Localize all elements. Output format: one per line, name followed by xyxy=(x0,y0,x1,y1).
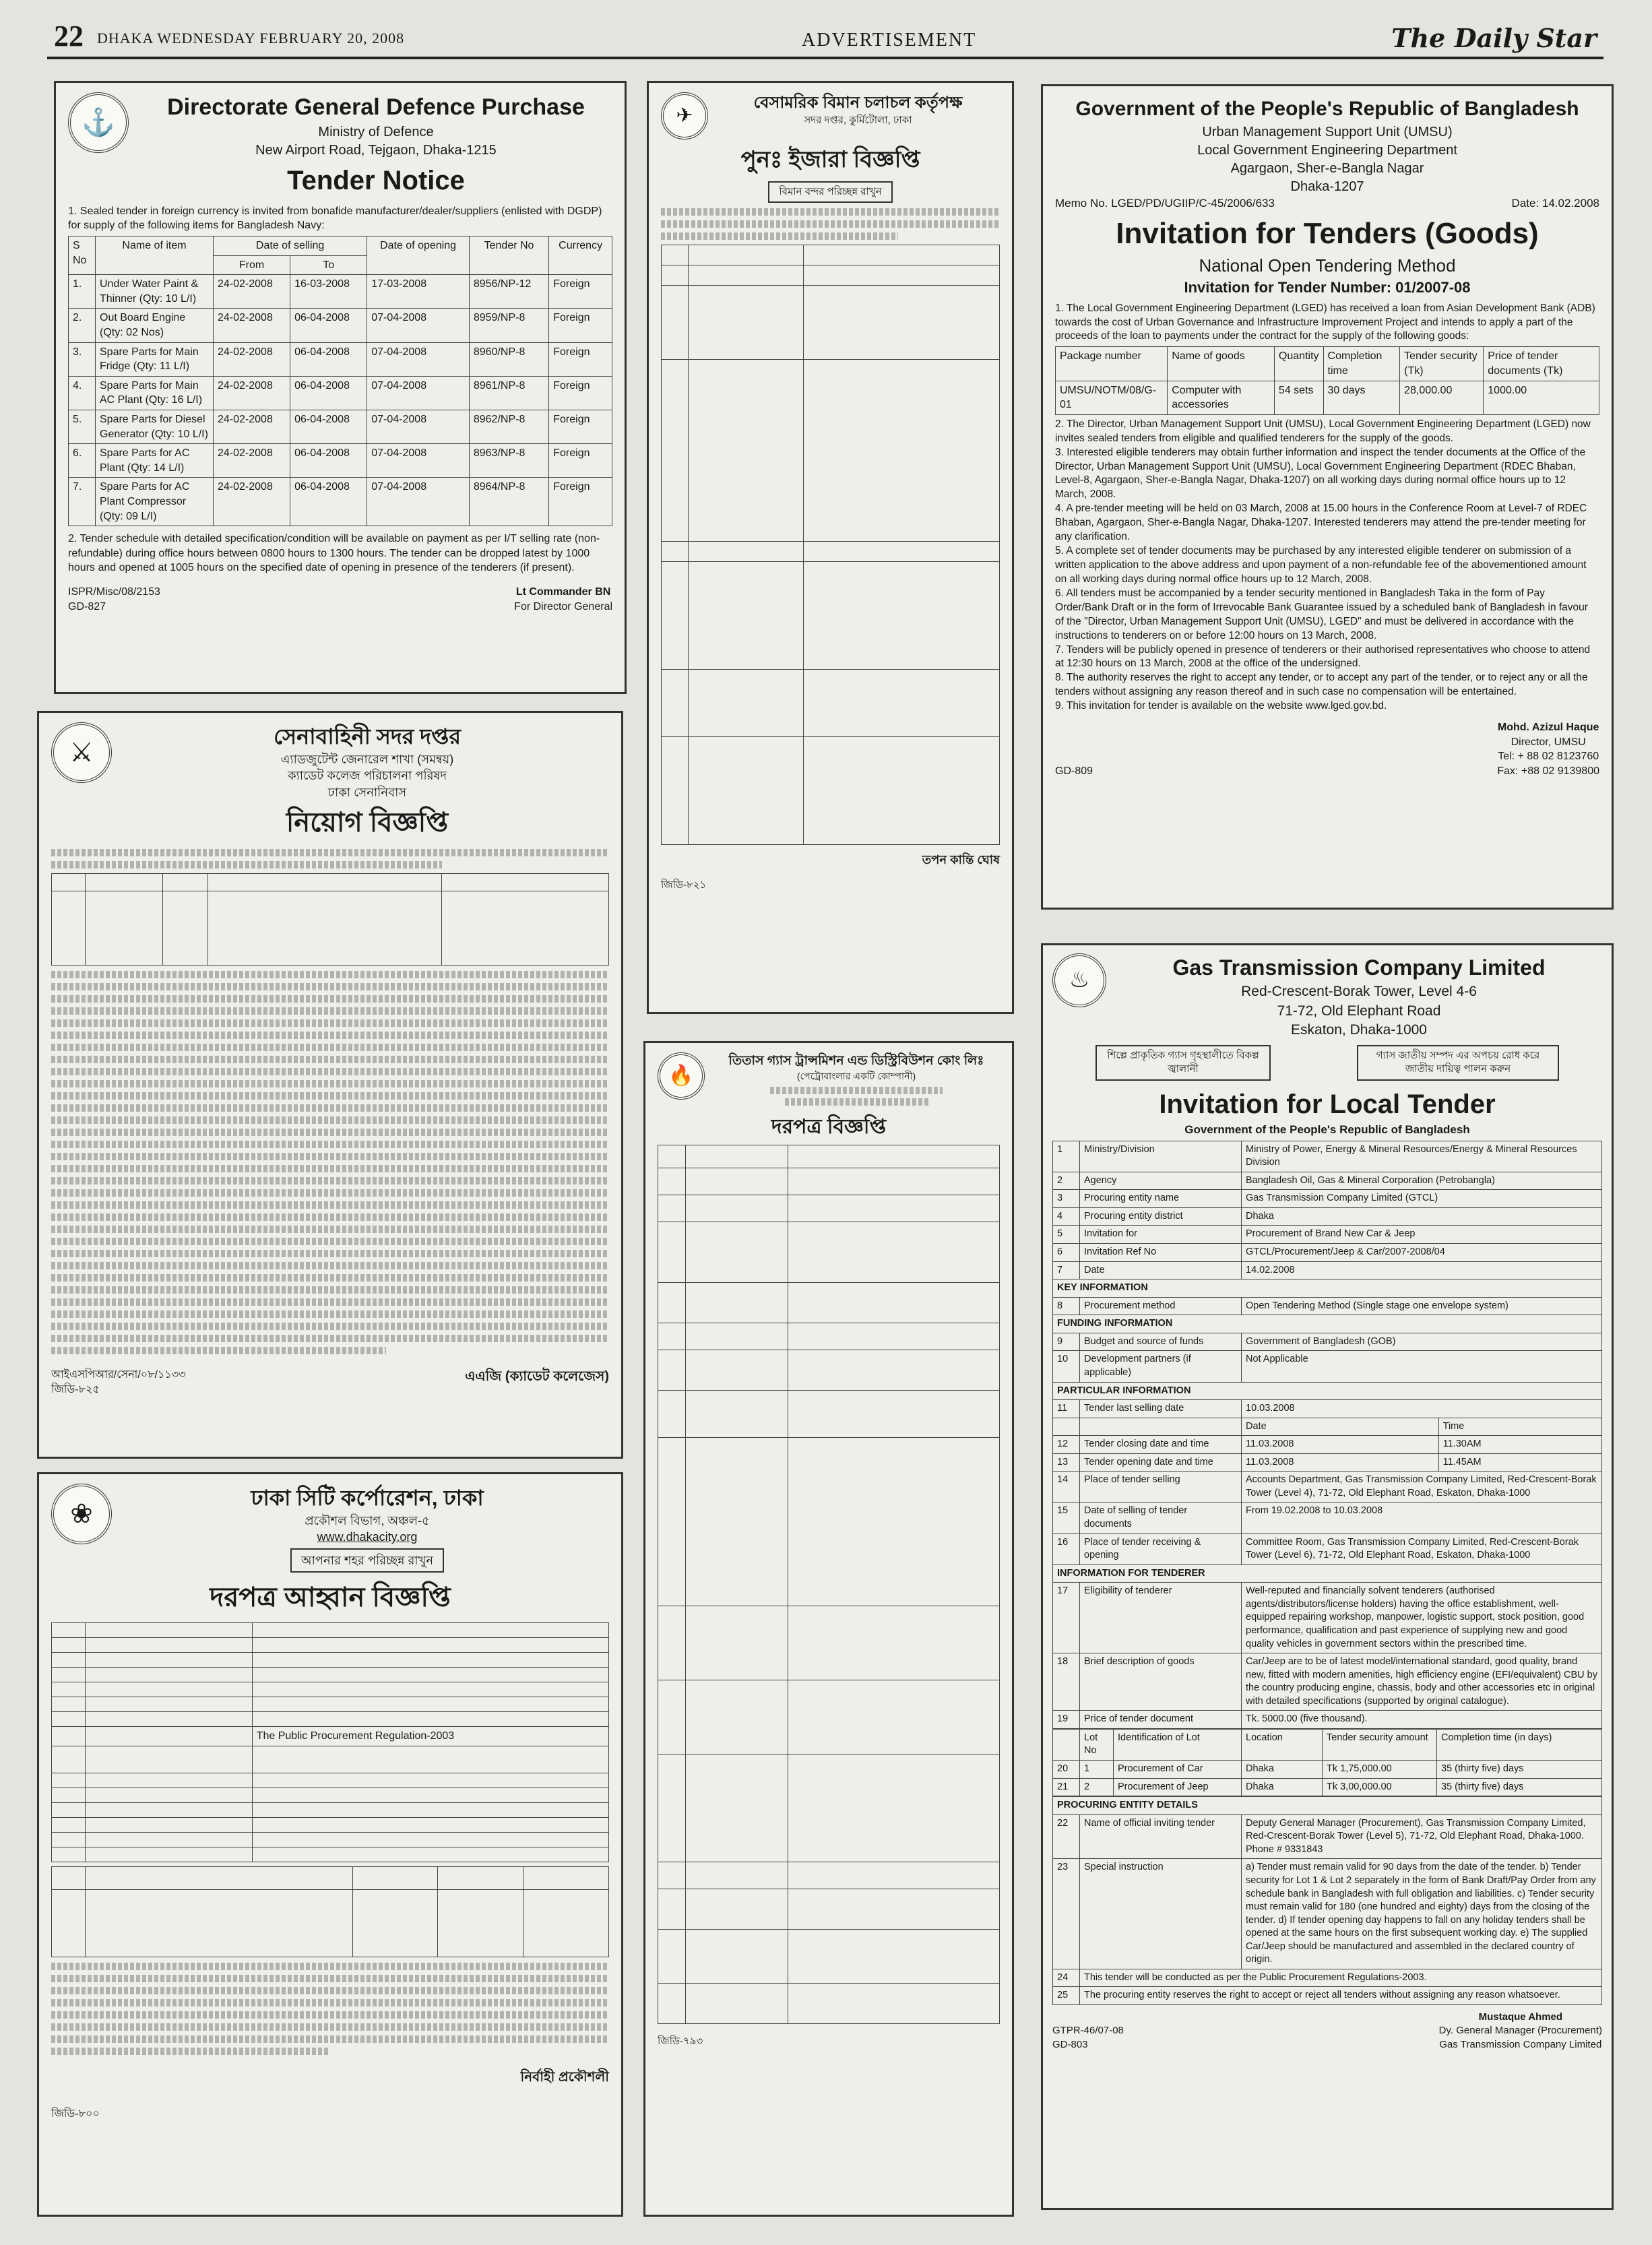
gtcl-r19-label: Price of tender document xyxy=(1080,1711,1242,1729)
lged-th-2: Quantity xyxy=(1274,347,1323,381)
lged-tender-ad xyxy=(1041,84,1614,910)
table-row xyxy=(69,444,612,478)
page-number: 22 xyxy=(54,20,84,53)
gtcl-f-no-0: 9 xyxy=(1053,1333,1080,1351)
lged-th-3: Completion time xyxy=(1323,347,1400,381)
gtcl-a-no-1: 2 xyxy=(1053,1172,1080,1190)
table-row xyxy=(69,376,612,410)
army-conditions-text xyxy=(51,971,609,1354)
gtcl-addr3: Eskaton, Dhaka-1000 xyxy=(1291,1021,1427,1038)
gtcl-f-val-1: Not Applicable xyxy=(1242,1351,1602,1382)
lged-tender-no: Invitation for Tender Number: 01/2007-08 xyxy=(1184,278,1471,296)
table-row xyxy=(1053,1190,1602,1208)
dgdp-signer-role: For Director General xyxy=(514,600,612,612)
th-sno: S No xyxy=(69,236,96,275)
gtcl-r12-date: 11.03.2008 xyxy=(1242,1436,1439,1454)
dgdp-cell-1-5: 8959/NP-8 xyxy=(469,309,548,342)
dgdp-cell-3-4: 07-04-2008 xyxy=(367,376,470,410)
table-row xyxy=(1053,1207,1602,1226)
table-row xyxy=(69,342,612,376)
gtcl-lots xyxy=(1053,1761,1602,1796)
gtcl-logo-icon: ♨ xyxy=(1052,953,1106,1007)
dgdp-note: 2. Tender schedule with detailed specification/condition will be available on payment as per I/T selling rate (non-refundable) during office hours between 0800 hours to 1300 hours. The tender can be dropped latest by 1000 hours and opened at 1005 hours on the specified date of opening in presence of the tenderers (if present). xyxy=(68,533,600,574)
table-row xyxy=(69,309,612,342)
caab-notice: পুনঃ ইজারা বিজ্ঞপ্তি xyxy=(740,147,920,172)
dgdp-tender-ad xyxy=(54,81,627,694)
dgdp-cell-0-2: 24-02-2008 xyxy=(214,275,290,309)
gtcl-lot-h4: Completion time (in days) xyxy=(1437,1729,1602,1760)
gtcl-r17-val: Well-reputed and financially solvent tenderers (authorised agents/distributors/license holders) having the office establishment, well-equipped repairing workshop, manpower, logistic support, stock position, good performance, qualification and past experience of supplying new and good quality vehicles in government sectors within the prescribed time. xyxy=(1242,1583,1602,1653)
gtcl-a-val-2: Gas Transmission Company Limited (GTCL) xyxy=(1242,1190,1602,1208)
dgdp-cell-6-2: 24-02-2008 xyxy=(214,478,290,526)
gtcl-key-info: KEY INFORMATION xyxy=(1053,1279,1602,1298)
table-row xyxy=(1053,1761,1602,1779)
gtcl-funding: FUNDING INFORMATION xyxy=(1053,1315,1602,1333)
gtcl-lot-1-5: 35 (thirty five) days xyxy=(1437,1778,1602,1796)
dgdp-cell-5-5: 8963/NP-8 xyxy=(469,444,548,478)
dgdp-cell-0-5: 8956/NP-12 xyxy=(469,275,548,309)
lged-td-4: 28,000.00 xyxy=(1400,381,1484,414)
gtcl-r16-label: Place of tender receiving & opening xyxy=(1080,1533,1242,1564)
dgdp-cell-4-3: 06-04-2008 xyxy=(290,410,367,444)
lged-td-3: 30 days xyxy=(1323,381,1400,414)
gtcl-a-no-2: 3 xyxy=(1053,1190,1080,1208)
gtcl-tender-ad xyxy=(1041,943,1614,2210)
gtcl-a-val-0: Ministry of Power, Energy & Mineral Resources/Energy & Mineral Resources Division xyxy=(1242,1141,1602,1172)
dgdp-cell-1-6: Foreign xyxy=(549,309,612,342)
dgdp-cell-3-0: 4. xyxy=(69,376,96,410)
dgdp-cell-3-6: Foreign xyxy=(549,376,612,410)
lged-th-5: Price of tender documents (Tk) xyxy=(1484,347,1599,381)
dgdp-cell-1-0: 2. xyxy=(69,309,96,342)
lged-p2: 2. The Director, Urban Management Support Unit (UMSU), Local Government Engineering Department (LGED) now invites sealed tenders from eligible and qualified tenderers for the supply of the goods. xyxy=(1055,418,1591,444)
titas-tender-ad xyxy=(643,1041,1014,2217)
gtcl-r23-label: Special instruction xyxy=(1080,1859,1242,1969)
gtcl-lot-table xyxy=(1052,1729,1602,1796)
dcc-ppr: The Public Procurement Regulation-2003 xyxy=(252,1727,608,1746)
gtcl-lot-1-4: Tk 3,00,000.00 xyxy=(1323,1778,1437,1796)
gtcl-a-no-3: 4 xyxy=(1053,1207,1080,1226)
dgdp-cell-3-3: 06-04-2008 xyxy=(290,376,367,410)
gtcl-signer-org: Gas Transmission Company Limited xyxy=(1439,2038,1602,2050)
dgdp-cell-2-0: 3. xyxy=(69,342,96,376)
titas-title: তিতাস গ্যাস ট্রান্সমিশন এন্ড ডিস্ট্রিবিউশন কোং লিঃ xyxy=(728,1054,984,1068)
army-sub1: এ্যাডজুটেন্ট জেনারেল শাখা (সমন্বয়) xyxy=(280,753,454,767)
army-sub3: ঢাকা সেনানিবাস xyxy=(327,785,407,799)
dcc-sign: নির্বাহী প্রকৌশলী xyxy=(520,2069,609,2085)
gtcl-r24-val: This tender will be conducted as per the Public Procurement Regulations-2003. xyxy=(1080,1969,1602,1987)
gtcl-r17-label: Eligibility of tenderer xyxy=(1080,1583,1242,1653)
titas-notice: দরপত্র বিজ্ঞপ্তি xyxy=(771,1115,887,1138)
gtcl-ref: GTPR-46/07-08 xyxy=(1052,2025,1124,2037)
dgdp-address: New Airport Road, Tejgaon, Dhaka-1215 xyxy=(255,142,497,158)
caab-intro-text xyxy=(661,208,1000,240)
dgdp-notice-title: Tender Notice xyxy=(287,165,465,195)
dgdp-cell-6-0: 7. xyxy=(69,478,96,526)
table-row xyxy=(1053,1244,1602,1262)
gtcl-a-label-6: Date xyxy=(1080,1261,1242,1279)
gtcl-r18-no: 18 xyxy=(1053,1653,1080,1711)
gtcl-rows-a xyxy=(1053,1141,1602,1279)
titas-gd: জিডি-৭৯৩ xyxy=(658,2035,703,2048)
lged-addr1: Agargaon, Sher-e-Bangla Nagar xyxy=(1230,160,1424,176)
gtcl-f-no-1: 10 xyxy=(1053,1351,1080,1382)
gtcl-a-val-6: 14.02.2008 xyxy=(1242,1261,1602,1279)
dgdp-cell-1-4: 07-04-2008 xyxy=(367,309,470,342)
gtcl-r8-label: Procurement method xyxy=(1080,1297,1242,1315)
gtcl-r15-val: From 19.02.2008 to 10.03.2008 xyxy=(1242,1503,1602,1533)
dgdp-cell-2-2: 24-02-2008 xyxy=(214,342,290,376)
lged-memo: Memo No. LGED/PD/UGIIP/C-45/2006/633 xyxy=(1055,196,1275,210)
dcc-notice: দরপত্র আহ্বান বিজ্ঞপ্তি xyxy=(210,1583,451,1613)
gtcl-rows-f xyxy=(1053,1333,1602,1382)
gtcl-r14-label: Place of tender selling xyxy=(1080,1472,1242,1503)
gtcl-addr2: 71-72, Old Elephant Road xyxy=(1277,1003,1441,1019)
gtcl-gd: GD-803 xyxy=(1052,2038,1088,2050)
gtcl-a-no-4: 5 xyxy=(1053,1226,1080,1244)
army-hq-ad xyxy=(37,711,623,1459)
dgdp-cell-0-6: Foreign xyxy=(549,275,612,309)
dgdp-cell-5-6: Foreign xyxy=(549,444,612,478)
caab-gd: জিডি-৮২১ xyxy=(661,879,707,891)
dcc-tender-ad xyxy=(37,1472,623,2217)
gtcl-signer: Mustaque Ahmed xyxy=(1478,2011,1563,2023)
gtcl-a-val-3: Dhaka xyxy=(1242,1207,1602,1226)
dgdp-rows xyxy=(69,275,612,526)
dcc-gd: জিডি-৮০০ xyxy=(51,2108,100,2120)
gtcl-a-label-2: Procuring entity name xyxy=(1080,1190,1242,1208)
lged-signer-role: Director, UMSU xyxy=(1511,736,1586,748)
gtcl-lot-0-4: Tk 1,75,000.00 xyxy=(1323,1761,1437,1779)
gtcl-particular: PARTICULAR INFORMATION xyxy=(1053,1382,1602,1400)
dgdp-ref: ISPR/Misc/08/2153 xyxy=(68,586,160,598)
gtcl-r22-label: Name of official inviting tender xyxy=(1080,1814,1242,1859)
gtcl-lot-0-1: 1 xyxy=(1080,1761,1114,1779)
gtcl-entity-table xyxy=(1052,1796,1602,2005)
dgdp-title: Directorate General Defence Purchase xyxy=(167,94,585,120)
lged-td-1: Computer with accessories xyxy=(1168,381,1275,414)
gtcl-r19-val: Tk. 5000.00 (five thousand). xyxy=(1242,1711,1602,1729)
dgdp-cell-0-4: 17-03-2008 xyxy=(367,275,470,309)
lged-p1: 1. The Local Government Engineering Department (LGED) has received a loan from Asian Development Bank (ADB) towards the cost of Urban Governance and Infrastructure Improvement Project and intends to apply a part of the proceeds of the loan to payments under the contract for the supply of the following goods: xyxy=(1055,302,1595,342)
gtcl-r18-val: Car/Jeep are to be of latest model/international standard, good quality, brand new, fitted with modern amenities, high efficiency engine (EFI/equivalent) CBU by the country producing engine, chassis, body and other accessories etc in original with detailed specifications (supported by original catalogue). xyxy=(1242,1653,1602,1711)
dgdp-cell-6-5: 8964/NP-8 xyxy=(469,478,548,526)
gtcl-a-no-0: 1 xyxy=(1053,1141,1080,1172)
lged-addr2: Dhaka-1207 xyxy=(1290,179,1364,194)
lged-tel: Tel: + 88 02 8123760 xyxy=(1498,751,1599,763)
gtcl-a-val-4: Procurement of Brand New Car & Jeep xyxy=(1242,1226,1602,1244)
gtcl-lot-h3: Tender security amount xyxy=(1323,1729,1437,1760)
army-notice: নিয়োগ বিজ্ঞপ্তি xyxy=(286,808,449,838)
lged-p3: 3. Interested eligible tenderers may obtain further information and inspect the tender documents at the Office of the Director, Urban Management Support Unit (UMSU), Local Government Engineering Department (RDEC Bhaban, Level-8, Agargaon, Sher-e-Bangla Nagar, Dhaka-1207) on all working days during normal office hours up to 12 March, 2008. xyxy=(1055,446,1586,501)
table-row xyxy=(1053,1141,1602,1172)
army-sign: এএজি (ক্যাডেট কলেজেস) xyxy=(465,1369,609,1385)
lged-dept: Local Government Engineering Department xyxy=(1197,142,1457,158)
lged-title: Invitation for Tenders (Goods) xyxy=(1116,217,1539,251)
lged-th-4: Tender security (Tk) xyxy=(1400,347,1484,381)
dgdp-cell-4-0: 5. xyxy=(69,410,96,444)
table-row xyxy=(1053,1778,1602,1796)
dgdp-cell-0-0: 1. xyxy=(69,275,96,309)
gtcl-r25-no: 25 xyxy=(1053,1987,1080,2005)
dgdp-cell-3-2: 24-02-2008 xyxy=(214,376,290,410)
gtcl-r14-val: Accounts Department, Gas Transmission Company Limited, Red-Crescent-Borak Tower (Level 4), 71-72, Old Elephant Road, Eskaton, Dhaka-1000 xyxy=(1242,1472,1602,1503)
gtcl-a-no-6: 7 xyxy=(1053,1261,1080,1279)
gtcl-a-val-5: GTCL/Procurement/Jeep & Car/2007-2008/04 xyxy=(1242,1244,1602,1262)
gtcl-r13-date: 11.03.2008 xyxy=(1242,1453,1439,1472)
th-from: From xyxy=(214,255,290,275)
lged-method: National Open Tendering Method xyxy=(1199,255,1456,276)
gtcl-addr1: Red-Crescent-Borak Tower, Level 4-6 xyxy=(1241,984,1477,1000)
dgdp-items-table xyxy=(68,236,612,526)
dgdp-cell-3-5: 8961/NP-8 xyxy=(469,376,548,410)
dgdp-cell-4-4: 07-04-2008 xyxy=(367,410,470,444)
gtcl-lot-0-0: 20 xyxy=(1053,1761,1080,1779)
dgdp-cell-2-3: 06-04-2008 xyxy=(290,342,367,376)
dcc-web[interactable]: www.dhakacity.org xyxy=(317,1530,418,1544)
dgdp-cell-5-2: 24-02-2008 xyxy=(214,444,290,478)
lged-paragraphs xyxy=(1055,418,1599,714)
table-row xyxy=(69,275,612,309)
gtcl-a-no-5: 6 xyxy=(1053,1244,1080,1262)
lged-td-2: 54 sets xyxy=(1274,381,1323,414)
gtcl-r11-no: 11 xyxy=(1053,1400,1080,1418)
masthead xyxy=(47,19,1603,59)
gtcl-lot-1-3: Dhaka xyxy=(1242,1778,1323,1796)
section-title: ADVERTISEMENT xyxy=(802,30,977,51)
gtcl-for-tenderer: INFORMATION FOR TENDERER xyxy=(1053,1564,1602,1583)
dgdp-cell-6-6: Foreign xyxy=(549,478,612,526)
gtcl-a-label-0: Ministry/Division xyxy=(1080,1141,1242,1172)
dgdp-emblem-icon: ⚓ xyxy=(68,92,129,153)
gtcl-r8-no: 8 xyxy=(1053,1297,1080,1315)
gtcl-r15-no: 15 xyxy=(1053,1503,1080,1533)
army-gd: জিডি-৮২৫ xyxy=(51,1383,100,1395)
dgdp-cell-1-2: 24-02-2008 xyxy=(214,309,290,342)
table-row xyxy=(1053,1172,1602,1190)
gtcl-a-val-1: Bangladesh Oil, Gas & Mineral Corporation (Petrobangla) xyxy=(1242,1172,1602,1190)
gtcl-r23-no: 23 xyxy=(1053,1859,1080,1969)
gtcl-lot-0-2: Procurement of Car xyxy=(1114,1761,1242,1779)
titas-sub: (পেট্রোবাংলার একটি কোম্পানী) xyxy=(796,1070,916,1081)
lged-fax: Fax: +88 02 9139800 xyxy=(1497,765,1599,777)
dcc-title: ঢাকা সিটি কর্পোরেশন, ঢাকা xyxy=(251,1486,484,1510)
lged-p5: 5. A complete set of tender documents may be purchased by any interested eligible tenderer on submission of a written application to the above address and upon payment of a non-refundable fee of the abovementioned amount on all working days during normal office hours up to 12 March, 2008. xyxy=(1055,545,1587,585)
table-row xyxy=(1053,1351,1602,1382)
gtcl-r23-val: a) Tender must remain valid for 90 days from the date of the tender. b) Tender security for Lot 1 & Lot 2 separately in the form of Bank Draft/Pay Order from any schedule bank in Bangladesh with full obligation and liabilities. c) Tender security must remain valid for 180 (one hundred and eighty) days from the closing of the tender. d) If tender opening day happens to fall on any holiday tenders shall be opened at the same hours on the first subsequent working day. e) The supplied Car/Jeep should be manufactured and assembled in the declared country of origin. xyxy=(1242,1859,1602,1969)
dgdp-cell-0-3: 16-03-2008 xyxy=(290,275,367,309)
table-row xyxy=(1053,1333,1602,1351)
th-item: Name of item xyxy=(96,236,214,275)
lged-th-1: Name of goods xyxy=(1168,347,1275,381)
gtcl-proc-details: PROCURING ENTITY DETAILS xyxy=(1053,1797,1602,1815)
lged-p6: 6. All tenders must be accompanied by a tender security mentioned in Bangladesh Taka in the form of Pay Order/Bank Draft or in the form of Irrevocable Bank Guarantee issued by a scheduled bank of Bangladesh in favour of the "Director, Urban Management Support Unit (UMSU), LGED" and must be delivered in accordance with the instructions to tenderers on or before 12:00 hours on 13 March, 2008. xyxy=(1055,587,1588,641)
gtcl-signer-role: Dy. General Manager (Procurement) xyxy=(1438,2025,1602,2037)
dgdp-cell-4-2: 24-02-2008 xyxy=(214,410,290,444)
table-row xyxy=(1053,1226,1602,1244)
gtcl-r13-no: 13 xyxy=(1053,1453,1080,1472)
dgdp-cell-4-1: Spare Parts for Diesel Generator (Qty: 10 L/I) xyxy=(96,410,214,444)
gtcl-r25-val: The procuring entity reserves the right to accept or reject all tenders without assigning any reason whatsoever. xyxy=(1080,1987,1602,2005)
gtcl-slogan-left: শিল্পে প্রাকৃতিক গ্যাস গৃহস্থালীতে বিকল্প জ্বালানী xyxy=(1095,1045,1271,1081)
th-tender-no: Tender No xyxy=(469,236,548,275)
dgdp-gd: GD-827 xyxy=(68,600,106,612)
gtcl-time-h: Time xyxy=(1438,1418,1601,1436)
gtcl-r16-no: 16 xyxy=(1053,1533,1080,1564)
lged-td-5: 1000.00 xyxy=(1484,381,1599,414)
gtcl-a-label-4: Invitation for xyxy=(1080,1226,1242,1244)
gtcl-a-label-1: Agency xyxy=(1080,1172,1242,1190)
lged-gov: Government of the People's Republic of Bangladesh xyxy=(1075,98,1579,120)
gtcl-r17-no: 17 xyxy=(1053,1583,1080,1653)
army-title: সেনাবাহিনী সদর দপ্তর xyxy=(274,724,461,749)
gtcl-r16-val: Committee Room, Gas Transmission Company Limited, Red-Crescent-Borak Tower (Level 6), 71-72, Old Elephant Road, Eskaton, Dhaka-1000 xyxy=(1242,1533,1602,1564)
caab-sign: তপন কান্তি ঘোষ xyxy=(922,853,1000,867)
caab-emblem-icon: ✈ xyxy=(661,92,708,139)
gtcl-f-val-0: Government of Bangladesh (GOB) xyxy=(1242,1333,1602,1351)
gtcl-lot-h2: Location xyxy=(1242,1729,1323,1760)
gtcl-r15-label: Date of selling of tender documents xyxy=(1080,1503,1242,1533)
gtcl-r13-time: 11.45AM xyxy=(1438,1453,1601,1472)
dgdp-intro: 1. Sealed tender in foreign currency is invited from bonafide manufacturer/dealer/suppliers (enlisted with DGDP) for supply of the following items for Bangladesh Navy: xyxy=(68,205,602,232)
caab-title: বেসামরিক বিমান চলাচল কর্তৃপক্ষ xyxy=(753,94,963,112)
gtcl-a-label-3: Procuring entity district xyxy=(1080,1207,1242,1226)
th-selling: Date of selling xyxy=(214,236,367,256)
table-row xyxy=(69,410,612,444)
lged-p7: 7. Tenders will be publicly opened in presence of tenderers or their authorised representatives who choose to attend at 12:30 hours on 13 March, 2008 at the office of the undersigned. xyxy=(1055,643,1591,670)
dgdp-cell-2-4: 07-04-2008 xyxy=(367,342,470,376)
gtcl-lot-1-0: 21 xyxy=(1053,1778,1080,1796)
gtcl-r11-val: 10.03.2008 xyxy=(1242,1400,1602,1418)
dgdp-cell-1-3: 06-04-2008 xyxy=(290,309,367,342)
paper-logo: The Daily Star xyxy=(1391,23,1597,53)
lged-signer: Mohd. Azizul Haque xyxy=(1497,722,1599,734)
lged-th-0: Package number xyxy=(1056,347,1168,381)
caab-sub: সদর দপ্তর, কুর্মিটোলা, ঢাকা xyxy=(804,115,912,127)
gtcl-slogan-right: গ্যাস জাতীয় সম্পদ এর অপচয় রোধ করে জাতীয় দায়িত্ব পালন করুন xyxy=(1357,1045,1559,1081)
gtcl-date-h: Date xyxy=(1242,1418,1439,1436)
gtcl-r19-no: 19 xyxy=(1053,1711,1080,1729)
gtcl-r8-val: Open Tendering Method (Single stage one envelope system) xyxy=(1242,1297,1602,1315)
gtcl-title: Gas Transmission Company Limited xyxy=(1172,955,1546,980)
dgdp-cell-2-5: 8960/NP-8 xyxy=(469,342,548,376)
gtcl-lot-0-5: 35 (thirty five) days xyxy=(1437,1761,1602,1779)
gtcl-r12-label: Tender closing date and time xyxy=(1080,1436,1242,1454)
dgdp-cell-2-1: Spare Parts for Main Fridge (Qty: 11 L/I) xyxy=(96,342,214,376)
table-row xyxy=(1053,1261,1602,1279)
caab-slogan: বিমান বন্দর পরিচ্ছন্ন রাখুন xyxy=(768,181,892,203)
gtcl-lot-h0: Lot No xyxy=(1080,1729,1114,1760)
dgdp-cell-0-1: Under Water Paint & Thinner (Qty: 10 L/I) xyxy=(96,275,214,309)
gtcl-lot-h1: Identification of Lot xyxy=(1114,1729,1242,1760)
dgdp-signer: Lt Commander BN xyxy=(515,586,611,598)
dgdp-cell-4-5: 8962/NP-8 xyxy=(469,410,548,444)
lged-unit: Urban Management Support Unit (UMSU) xyxy=(1202,124,1453,139)
lged-gd: GD-809 xyxy=(1055,765,1093,777)
gtcl-info-table xyxy=(1052,1141,1602,1729)
army-post-table xyxy=(51,873,609,966)
lged-p8: 8. The authority reserves the right to accept any tender, or to accept any part of the tender, or to reject any or all the tenders without assigning any reason thereof and in such case no compensation will be entertained. xyxy=(1055,672,1588,698)
dgdp-cell-6-4: 07-04-2008 xyxy=(367,478,470,526)
caab-lease-ad xyxy=(647,81,1014,1014)
gtcl-r12-no: 12 xyxy=(1053,1436,1080,1454)
lged-td-0: UMSU/NOTM/08/G-01 xyxy=(1056,381,1168,414)
dcc-slogan: আপনার শহর পরিচ্ছন্ন রাখুন xyxy=(290,1548,444,1573)
gtcl-gov: Government of the People's Republic of Bangladesh xyxy=(1184,1122,1470,1136)
lged-package-table xyxy=(1055,346,1599,414)
army-body-text xyxy=(51,849,609,868)
gtcl-r11-label: Tender last selling date xyxy=(1080,1400,1242,1418)
lged-p4: 4. A pre-tender meeting will be held on 03 March, 2008 at 15.00 hours in the Conference Room at Level-7 of RDEC Bhaban, Agargaon, Sher-e-Bangla Nagar, Dhaka-1207. Interested tenderers may attend the pre-tender meeting for any clarification. xyxy=(1055,503,1587,543)
dcc-conditions-text xyxy=(51,1963,609,2055)
th-opening: Date of opening xyxy=(367,236,470,275)
date-line: DHAKA WEDNESDAY FEBRUARY 20, 2008 xyxy=(97,30,405,46)
dcc-sub: প্রকৌশল বিভাগ, অঞ্চল-৫ xyxy=(305,1514,430,1528)
gtcl-lot-1-1: 2 xyxy=(1080,1778,1114,1796)
gtcl-lot-0-3: Dhaka xyxy=(1242,1761,1323,1779)
gtcl-r22-no: 22 xyxy=(1053,1814,1080,1859)
dcc-info-table xyxy=(51,1622,609,1862)
th-to: To xyxy=(290,255,367,275)
army-ref: আইএসপিআর/সেনা/০৮/১১৩৩ xyxy=(51,1369,186,1381)
army-sub2: ক্যাডেট কলেজ পরিচালনা পরিষদ xyxy=(288,769,447,783)
dgdp-cell-1-1: Out Board Engine (Qty: 02 Nos) xyxy=(96,309,214,342)
th-currency: Currency xyxy=(549,236,612,275)
dgdp-cell-3-1: Spare Parts for Main AC Plant (Qty: 16 L/I) xyxy=(96,376,214,410)
dgdp-cell-5-0: 6. xyxy=(69,444,96,478)
dgdp-cell-5-4: 07-04-2008 xyxy=(367,444,470,478)
dgdp-cell-6-3: 06-04-2008 xyxy=(290,478,367,526)
gtcl-r18-label: Brief description of goods xyxy=(1080,1653,1242,1711)
gtcl-r22-val: Deputy General Manager (Procurement), Gas Transmission Company Limited, Red-Crescent-Borak Tower (Level 5), 71-72, Old Elephant Road, Dhaka-1000. Phone # 9331843 xyxy=(1242,1814,1602,1859)
dgdp-cell-6-1: Spare Parts for AC Plant Compressor (Qty: 09 L/I) xyxy=(96,478,214,526)
gtcl-notice: Invitation for Local Tender xyxy=(1159,1089,1496,1119)
gtcl-r24-no: 24 xyxy=(1053,1969,1080,1987)
gtcl-r13-label: Tender opening date and time xyxy=(1080,1453,1242,1472)
gtcl-f-label-0: Budget and source of funds xyxy=(1080,1333,1242,1351)
gtcl-r14-no: 14 xyxy=(1053,1472,1080,1503)
dgdp-cell-4-6: Foreign xyxy=(549,410,612,444)
gtcl-a-label-5: Invitation Ref No xyxy=(1080,1244,1242,1262)
titas-terms-table xyxy=(658,1145,1000,2024)
table-row xyxy=(69,478,612,526)
dgdp-ministry: Ministry of Defence xyxy=(318,124,434,139)
gtcl-lot-1-2: Procurement of Jeep xyxy=(1114,1778,1242,1796)
dgdp-cell-5-3: 06-04-2008 xyxy=(290,444,367,478)
titas-emblem-icon: 🔥 xyxy=(658,1052,705,1100)
dcc-emblem-icon: ❀ xyxy=(51,1484,112,1544)
lged-date: Date: 14.02.2008 xyxy=(1511,196,1599,210)
gtcl-r12-time: 11.30AM xyxy=(1438,1436,1601,1454)
gtcl-f-label-1: Development partners (if applicable) xyxy=(1080,1351,1242,1382)
caab-terms-table xyxy=(661,245,1000,845)
dcc-work-table xyxy=(51,1866,609,1957)
dgdp-cell-2-6: Foreign xyxy=(549,342,612,376)
lged-p9: 9. This invitation for tender is available on the website www.lged.gov.bd. xyxy=(1055,700,1387,712)
dgdp-cell-5-1: Spare Parts for AC Plant (Qty: 14 L/I) xyxy=(96,444,214,478)
army-emblem-icon: ⚔ xyxy=(51,722,112,783)
